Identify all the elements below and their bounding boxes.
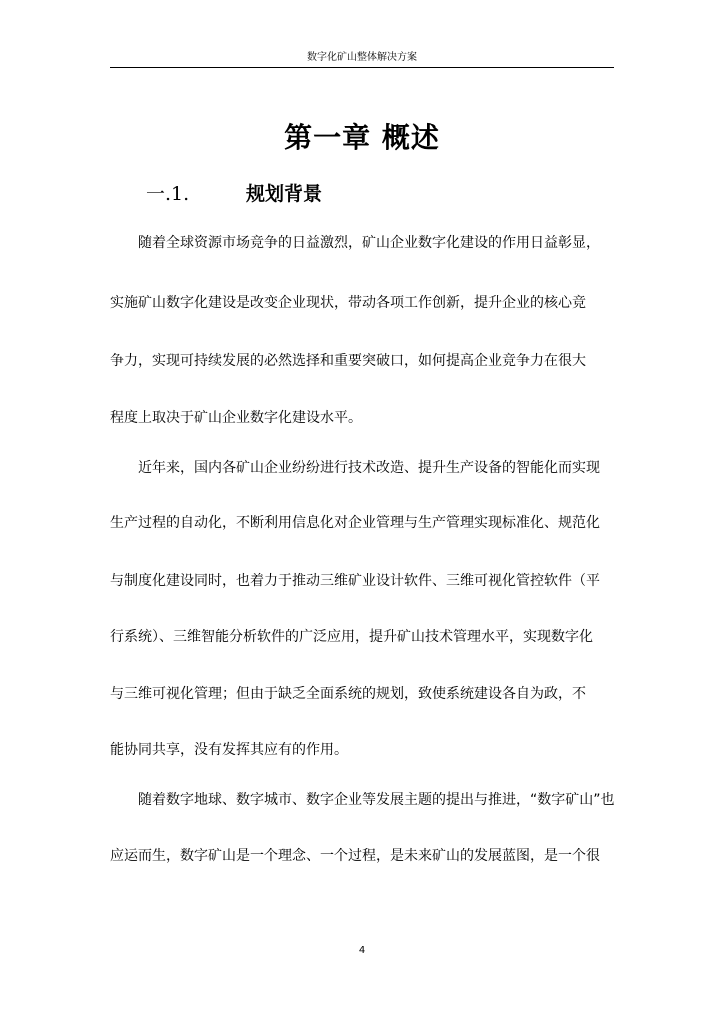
paragraph-line: 随着数字地球、数字城市、数字企业等发展主题的提出与推进，“数字矿山”也 [138,792,615,808]
header-divider [110,67,614,68]
paragraph-line: 实施矿山数字化建设是改变企业现状，带动各项工作创新，提升企业的核心竞 [110,295,586,311]
paragraph-line: 随着全球资源市场竞争的日益激烈，矿山企业数字化建设的作用日益彰显， [138,235,600,251]
paragraph-line: 与三维可视化管理；但由于缺乏全面系统的规划，致使系统建设各自为政，不 [110,686,586,702]
paragraph-line: 程度上取决于矿山企业数字化建设水平。 [110,410,362,426]
paragraph-line: 近年来，国内各矿山企业纷纷进行技术改造、提升生产设备的智能化而实现 [138,460,600,476]
paragraph-line: 争力，实现可持续发展的必然选择和重要突破口，如何提高企业竞争力在很大 [110,353,586,369]
paragraph-line: 应运而生，数字矿山是一个理念、一个过程，是未来矿山的发展蓝图，是一个很 [110,848,600,864]
paragraph-line: 与制度化建设同时，也着力于推动三维矿业设计软件、三维可视化管控软件（平 [110,573,600,589]
paragraph-line: 能协同共享，没有发挥其应有的作用。 [110,742,348,758]
page-number: 4 [358,945,366,956]
chapter-title: 第一章 概述 [284,121,440,154]
section-number: 一.1. [146,183,190,205]
paragraph-line: 生产过程的自动化，不断利用信息化对企业管理与生产管理实现标准化、规范化 [110,515,600,531]
running-header: 数字化矿山整体解决方案 [307,52,417,63]
section-title: 规划背景 [246,183,323,205]
paragraph-line: 行系统）、三维智能分析软件的广泛应用，提升矿山技术管理水平，实现数字化 [110,629,593,645]
